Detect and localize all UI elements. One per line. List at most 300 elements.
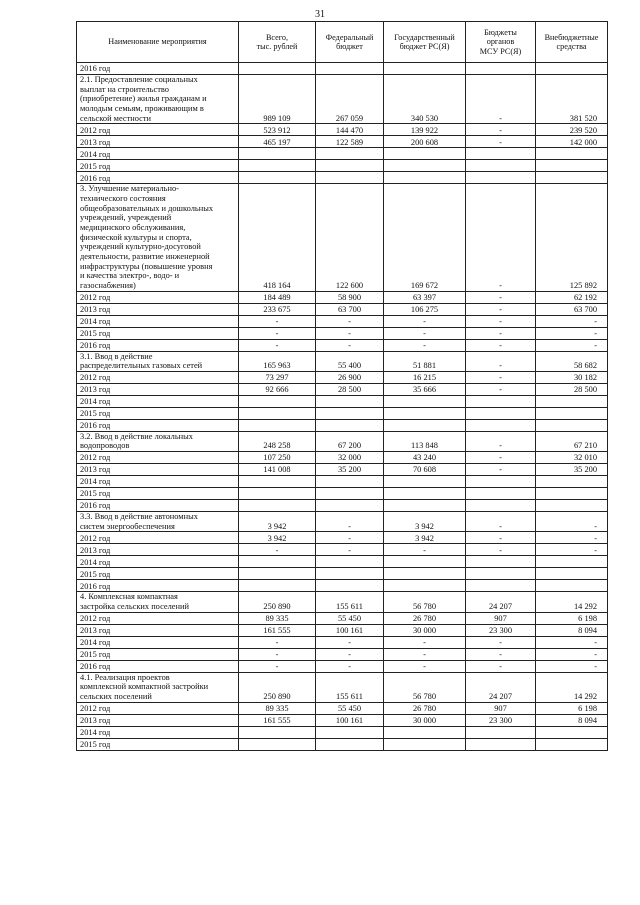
cell-federal: 55 400 (316, 351, 384, 371)
cell-federal (316, 556, 384, 568)
cell-state (384, 500, 466, 512)
cell-name: 3. Улучшение материально- технического состояния общеобразовательных и дошкольных учреждений, учреждений медицинского обслуживания, физической культуры и спорта, учреждений культурно-досуговой деятельности, развитие инженерной инфраструктуры (повышение уровня и качества электро-, водо- и газоснабжения) (77, 184, 239, 291)
cell-name: 2012 год (77, 702, 239, 714)
cell-total: - (239, 660, 316, 672)
table-row (77, 488, 608, 500)
table-row (77, 160, 608, 172)
cell-msu: - (466, 75, 536, 124)
cell-extra: 63 700 (536, 303, 608, 315)
cell-federal (316, 476, 384, 488)
table-row (77, 612, 608, 624)
header-total: Всего, тыс. рублей (239, 22, 316, 63)
cell-extra: 67 210 (536, 431, 608, 451)
cell-extra: 125 892 (536, 184, 608, 291)
table-row (77, 148, 608, 160)
cell-total (239, 568, 316, 580)
cell-total: 3 942 (239, 532, 316, 544)
cell-federal: 155 611 (316, 672, 384, 702)
cell-state: 139 922 (384, 124, 466, 136)
table-row (77, 580, 608, 592)
table-row (77, 124, 608, 136)
cell-total: 465 197 (239, 136, 316, 148)
cell-extra (536, 419, 608, 431)
cell-state: 3 942 (384, 532, 466, 544)
cell-federal: 122 600 (316, 184, 384, 291)
cell-msu (466, 160, 536, 172)
cell-name: 2016 год (77, 63, 239, 75)
cell-name: 2013 год (77, 136, 239, 148)
cell-name: 2015 год (77, 160, 239, 172)
table-row (77, 702, 608, 714)
cell-total (239, 172, 316, 184)
table-row (77, 738, 608, 750)
cell-name: 2016 год (77, 500, 239, 512)
table-row (77, 351, 608, 371)
cell-extra: 30 182 (536, 371, 608, 383)
cell-state: 30 000 (384, 624, 466, 636)
header-federal: Федеральный бюджет (316, 22, 384, 63)
cell-total: - (239, 327, 316, 339)
cell-state: 51 881 (384, 351, 466, 371)
cell-name: 2012 год (77, 124, 239, 136)
table-row (77, 714, 608, 726)
cell-msu (466, 556, 536, 568)
cell-name: 2014 год (77, 148, 239, 160)
cell-state (384, 172, 466, 184)
header-state: Государственный бюджет РС(Я) (384, 22, 466, 63)
cell-extra: 58 682 (536, 351, 608, 371)
cell-name: 2013 год (77, 714, 239, 726)
cell-federal (316, 500, 384, 512)
cell-federal (316, 407, 384, 419)
table-row (77, 452, 608, 464)
table-row (77, 291, 608, 303)
cell-msu: - (466, 327, 536, 339)
cell-state: - (384, 327, 466, 339)
cell-state: 200 608 (384, 136, 466, 148)
table-row (77, 636, 608, 648)
cell-msu (466, 148, 536, 160)
cell-federal: 267 059 (316, 75, 384, 124)
cell-federal (316, 63, 384, 75)
cell-federal: 32 000 (316, 452, 384, 464)
table-row (77, 327, 608, 339)
table-row (77, 672, 608, 702)
cell-extra (536, 148, 608, 160)
cell-state: 26 780 (384, 702, 466, 714)
cell-extra: 14 292 (536, 592, 608, 612)
cell-name: 2014 год (77, 636, 239, 648)
table-row (77, 184, 608, 291)
cell-total: 161 555 (239, 624, 316, 636)
cell-extra: 28 500 (536, 383, 608, 395)
cell-msu: - (466, 351, 536, 371)
header-msu: Бюджеты органов МСУ РС(Я) (466, 22, 536, 63)
cell-name: 2012 год (77, 452, 239, 464)
cell-msu: 23 300 (466, 714, 536, 726)
cell-total (239, 160, 316, 172)
cell-federal (316, 160, 384, 172)
cell-extra (536, 726, 608, 738)
cell-federal: 100 161 (316, 714, 384, 726)
cell-total: 418 164 (239, 184, 316, 291)
cell-name: 2013 год (77, 624, 239, 636)
cell-state: 43 240 (384, 452, 466, 464)
cell-state: - (384, 636, 466, 648)
cell-extra: 6 198 (536, 702, 608, 714)
cell-msu: - (466, 315, 536, 327)
cell-msu: - (466, 136, 536, 148)
cell-state: 56 780 (384, 672, 466, 702)
cell-total: 92 666 (239, 383, 316, 395)
cell-state: - (384, 339, 466, 351)
cell-federal (316, 488, 384, 500)
table-row (77, 476, 608, 488)
cell-name: 2015 год (77, 568, 239, 580)
cell-msu: 907 (466, 702, 536, 714)
cell-state: 169 672 (384, 184, 466, 291)
cell-total: 89 335 (239, 612, 316, 624)
cell-state: - (384, 660, 466, 672)
cell-state: 30 000 (384, 714, 466, 726)
cell-total: 248 258 (239, 431, 316, 451)
table-row (77, 395, 608, 407)
cell-extra: 239 520 (536, 124, 608, 136)
table-body (77, 63, 608, 751)
cell-federal: - (316, 636, 384, 648)
cell-extra (536, 63, 608, 75)
cell-federal: 100 161 (316, 624, 384, 636)
cell-state: 340 530 (384, 75, 466, 124)
cell-state: 16 215 (384, 371, 466, 383)
cell-federal: - (316, 648, 384, 660)
cell-federal: 26 900 (316, 371, 384, 383)
cell-msu (466, 580, 536, 592)
cell-msu (466, 738, 536, 750)
cell-federal: 144 470 (316, 124, 384, 136)
cell-federal: - (316, 315, 384, 327)
cell-state (384, 395, 466, 407)
cell-state: 113 848 (384, 431, 466, 451)
table-row (77, 568, 608, 580)
cell-msu (466, 63, 536, 75)
cell-state (384, 556, 466, 568)
cell-federal (316, 726, 384, 738)
cell-federal (316, 148, 384, 160)
cell-federal: 67 200 (316, 431, 384, 451)
cell-total (239, 407, 316, 419)
cell-name: 2014 год (77, 395, 239, 407)
cell-msu: - (466, 512, 536, 532)
cell-name: 2015 год (77, 407, 239, 419)
cell-state (384, 407, 466, 419)
cell-extra (536, 738, 608, 750)
cell-extra: 6 198 (536, 612, 608, 624)
page-number: 31 (315, 9, 325, 20)
cell-name: 2014 год (77, 315, 239, 327)
cell-total (239, 726, 316, 738)
cell-name: 2013 год (77, 303, 239, 315)
cell-msu: - (466, 532, 536, 544)
cell-total (239, 419, 316, 431)
cell-state: 63 397 (384, 291, 466, 303)
table-row (77, 339, 608, 351)
cell-state (384, 580, 466, 592)
cell-total: 141 008 (239, 464, 316, 476)
cell-extra: 62 192 (536, 291, 608, 303)
cell-total: 523 912 (239, 124, 316, 136)
cell-state (384, 738, 466, 750)
cell-msu: 907 (466, 612, 536, 624)
cell-extra: - (536, 315, 608, 327)
cell-name: 2016 год (77, 660, 239, 672)
cell-name: 2016 год (77, 172, 239, 184)
cell-name: 2013 год (77, 383, 239, 395)
cell-msu (466, 407, 536, 419)
table-row (77, 419, 608, 431)
cell-federal: - (316, 660, 384, 672)
table-row (77, 371, 608, 383)
cell-federal: 155 611 (316, 592, 384, 612)
cell-extra (536, 172, 608, 184)
cell-extra: - (536, 512, 608, 532)
cell-extra (536, 568, 608, 580)
cell-federal: 55 450 (316, 702, 384, 714)
table-row (77, 648, 608, 660)
cell-total: 107 250 (239, 452, 316, 464)
cell-total: - (239, 648, 316, 660)
cell-msu (466, 419, 536, 431)
cell-total: 73 297 (239, 371, 316, 383)
cell-federal (316, 738, 384, 750)
cell-total: 165 963 (239, 351, 316, 371)
cell-total: - (239, 636, 316, 648)
cell-name: 2016 год (77, 339, 239, 351)
cell-federal: 28 500 (316, 383, 384, 395)
table-row (77, 544, 608, 556)
table-row (77, 63, 608, 75)
cell-total: 184 489 (239, 291, 316, 303)
cell-federal: 58 900 (316, 291, 384, 303)
cell-extra (536, 160, 608, 172)
cell-msu: - (466, 431, 536, 451)
cell-name: 2012 год (77, 291, 239, 303)
cell-msu: - (466, 291, 536, 303)
cell-federal: 122 589 (316, 136, 384, 148)
cell-name: 4. Комплексная компактная застройка сельских поселений (77, 592, 239, 612)
cell-extra: 35 200 (536, 464, 608, 476)
cell-state: 35 666 (384, 383, 466, 395)
cell-extra (536, 395, 608, 407)
table-row (77, 624, 608, 636)
cell-extra (536, 407, 608, 419)
cell-total: 89 335 (239, 702, 316, 714)
cell-name: 2014 год (77, 726, 239, 738)
cell-msu: - (466, 452, 536, 464)
cell-msu (466, 488, 536, 500)
cell-federal: - (316, 512, 384, 532)
cell-msu: 24 207 (466, 672, 536, 702)
cell-federal: - (316, 532, 384, 544)
cell-msu: 23 300 (466, 624, 536, 636)
cell-msu (466, 726, 536, 738)
cell-total (239, 488, 316, 500)
cell-state (384, 476, 466, 488)
cell-state: 70 608 (384, 464, 466, 476)
table-header-row (77, 22, 608, 63)
cell-federal (316, 580, 384, 592)
cell-total: - (239, 315, 316, 327)
table-row (77, 315, 608, 327)
cell-msu (466, 500, 536, 512)
cell-total: 250 890 (239, 592, 316, 612)
cell-total (239, 63, 316, 75)
cell-name: 2014 год (77, 476, 239, 488)
cell-name: 2012 год (77, 612, 239, 624)
cell-total: 989 109 (239, 75, 316, 124)
cell-extra (536, 556, 608, 568)
cell-name: 3.2. Ввод в действие локальных водопроводов (77, 431, 239, 451)
cell-total (239, 395, 316, 407)
cell-state: - (384, 315, 466, 327)
cell-msu: - (466, 184, 536, 291)
cell-msu (466, 172, 536, 184)
cell-name: 2016 год (77, 580, 239, 592)
cell-extra: - (536, 532, 608, 544)
cell-msu: 24 207 (466, 592, 536, 612)
table-row (77, 464, 608, 476)
cell-state: 26 780 (384, 612, 466, 624)
cell-extra: - (536, 660, 608, 672)
cell-name: 2015 год (77, 738, 239, 750)
cell-federal (316, 395, 384, 407)
cell-total: - (239, 544, 316, 556)
cell-msu: - (466, 660, 536, 672)
cell-total: 250 890 (239, 672, 316, 702)
cell-federal: 55 450 (316, 612, 384, 624)
cell-total: - (239, 339, 316, 351)
table-row (77, 512, 608, 532)
cell-extra (536, 500, 608, 512)
cell-extra: 32 010 (536, 452, 608, 464)
cell-name: 2014 год (77, 556, 239, 568)
header-extra: Внебюджетные средства (536, 22, 608, 63)
cell-msu: - (466, 636, 536, 648)
cell-msu: - (466, 124, 536, 136)
cell-total: 3 942 (239, 512, 316, 532)
cell-state (384, 160, 466, 172)
header-name: Наименование мероприятия (77, 22, 239, 63)
cell-total (239, 148, 316, 160)
cell-total (239, 580, 316, 592)
budget-table (76, 21, 608, 751)
cell-name: 3.1. Ввод в действие распределительных газовых сетей (77, 351, 239, 371)
cell-extra: 381 520 (536, 75, 608, 124)
cell-federal (316, 172, 384, 184)
cell-msu: - (466, 648, 536, 660)
cell-total (239, 476, 316, 488)
cell-state: 56 780 (384, 592, 466, 612)
cell-extra: - (536, 636, 608, 648)
table-row (77, 407, 608, 419)
cell-federal: 63 700 (316, 303, 384, 315)
table-row (77, 500, 608, 512)
cell-total (239, 500, 316, 512)
cell-total (239, 556, 316, 568)
cell-name: 2015 год (77, 648, 239, 660)
cell-state: - (384, 648, 466, 660)
cell-state (384, 488, 466, 500)
cell-state: - (384, 544, 466, 556)
cell-federal: 35 200 (316, 464, 384, 476)
cell-extra (536, 580, 608, 592)
cell-extra: - (536, 339, 608, 351)
cell-extra: 142 000 (536, 136, 608, 148)
cell-total: 161 555 (239, 714, 316, 726)
cell-msu: - (466, 544, 536, 556)
cell-msu: - (466, 303, 536, 315)
cell-name: 2013 год (77, 544, 239, 556)
cell-extra (536, 476, 608, 488)
cell-state (384, 148, 466, 160)
cell-state (384, 568, 466, 580)
cell-name: 2015 год (77, 327, 239, 339)
table-row (77, 660, 608, 672)
cell-federal: - (316, 544, 384, 556)
cell-state (384, 726, 466, 738)
cell-msu: - (466, 371, 536, 383)
cell-state: 3 942 (384, 512, 466, 532)
cell-name: 2016 год (77, 419, 239, 431)
cell-federal: - (316, 327, 384, 339)
cell-federal (316, 568, 384, 580)
cell-name: 4.1. Реализация проектов комплексной компактной застройки сельских поселений (77, 672, 239, 702)
table-row (77, 532, 608, 544)
cell-extra (536, 488, 608, 500)
table-row (77, 172, 608, 184)
cell-name: 2012 год (77, 532, 239, 544)
cell-name: 2015 год (77, 488, 239, 500)
cell-total: 233 675 (239, 303, 316, 315)
cell-name: 2013 год (77, 464, 239, 476)
table-row (77, 556, 608, 568)
cell-msu (466, 568, 536, 580)
cell-federal: - (316, 339, 384, 351)
cell-msu (466, 476, 536, 488)
table-row (77, 592, 608, 612)
cell-extra: 14 292 (536, 672, 608, 702)
cell-extra: 8 094 (536, 714, 608, 726)
cell-extra: 8 094 (536, 624, 608, 636)
cell-name: 2.1. Предоставление социальных выплат на строительство (приобретение) жилья гражданам и молодым семьям, проживающим в сельской местности (77, 75, 239, 124)
table-row (77, 431, 608, 451)
cell-name: 2012 год (77, 371, 239, 383)
table-row (77, 726, 608, 738)
cell-msu (466, 395, 536, 407)
cell-msu: - (466, 464, 536, 476)
cell-state: 106 275 (384, 303, 466, 315)
cell-total (239, 738, 316, 750)
table-row (77, 75, 608, 124)
table-row (77, 303, 608, 315)
cell-name: 3.3. Ввод в действие автономных систем энергообеспечения (77, 512, 239, 532)
cell-state (384, 419, 466, 431)
cell-extra: - (536, 544, 608, 556)
cell-state (384, 63, 466, 75)
cell-msu: - (466, 339, 536, 351)
cell-msu: - (466, 383, 536, 395)
cell-extra: - (536, 327, 608, 339)
